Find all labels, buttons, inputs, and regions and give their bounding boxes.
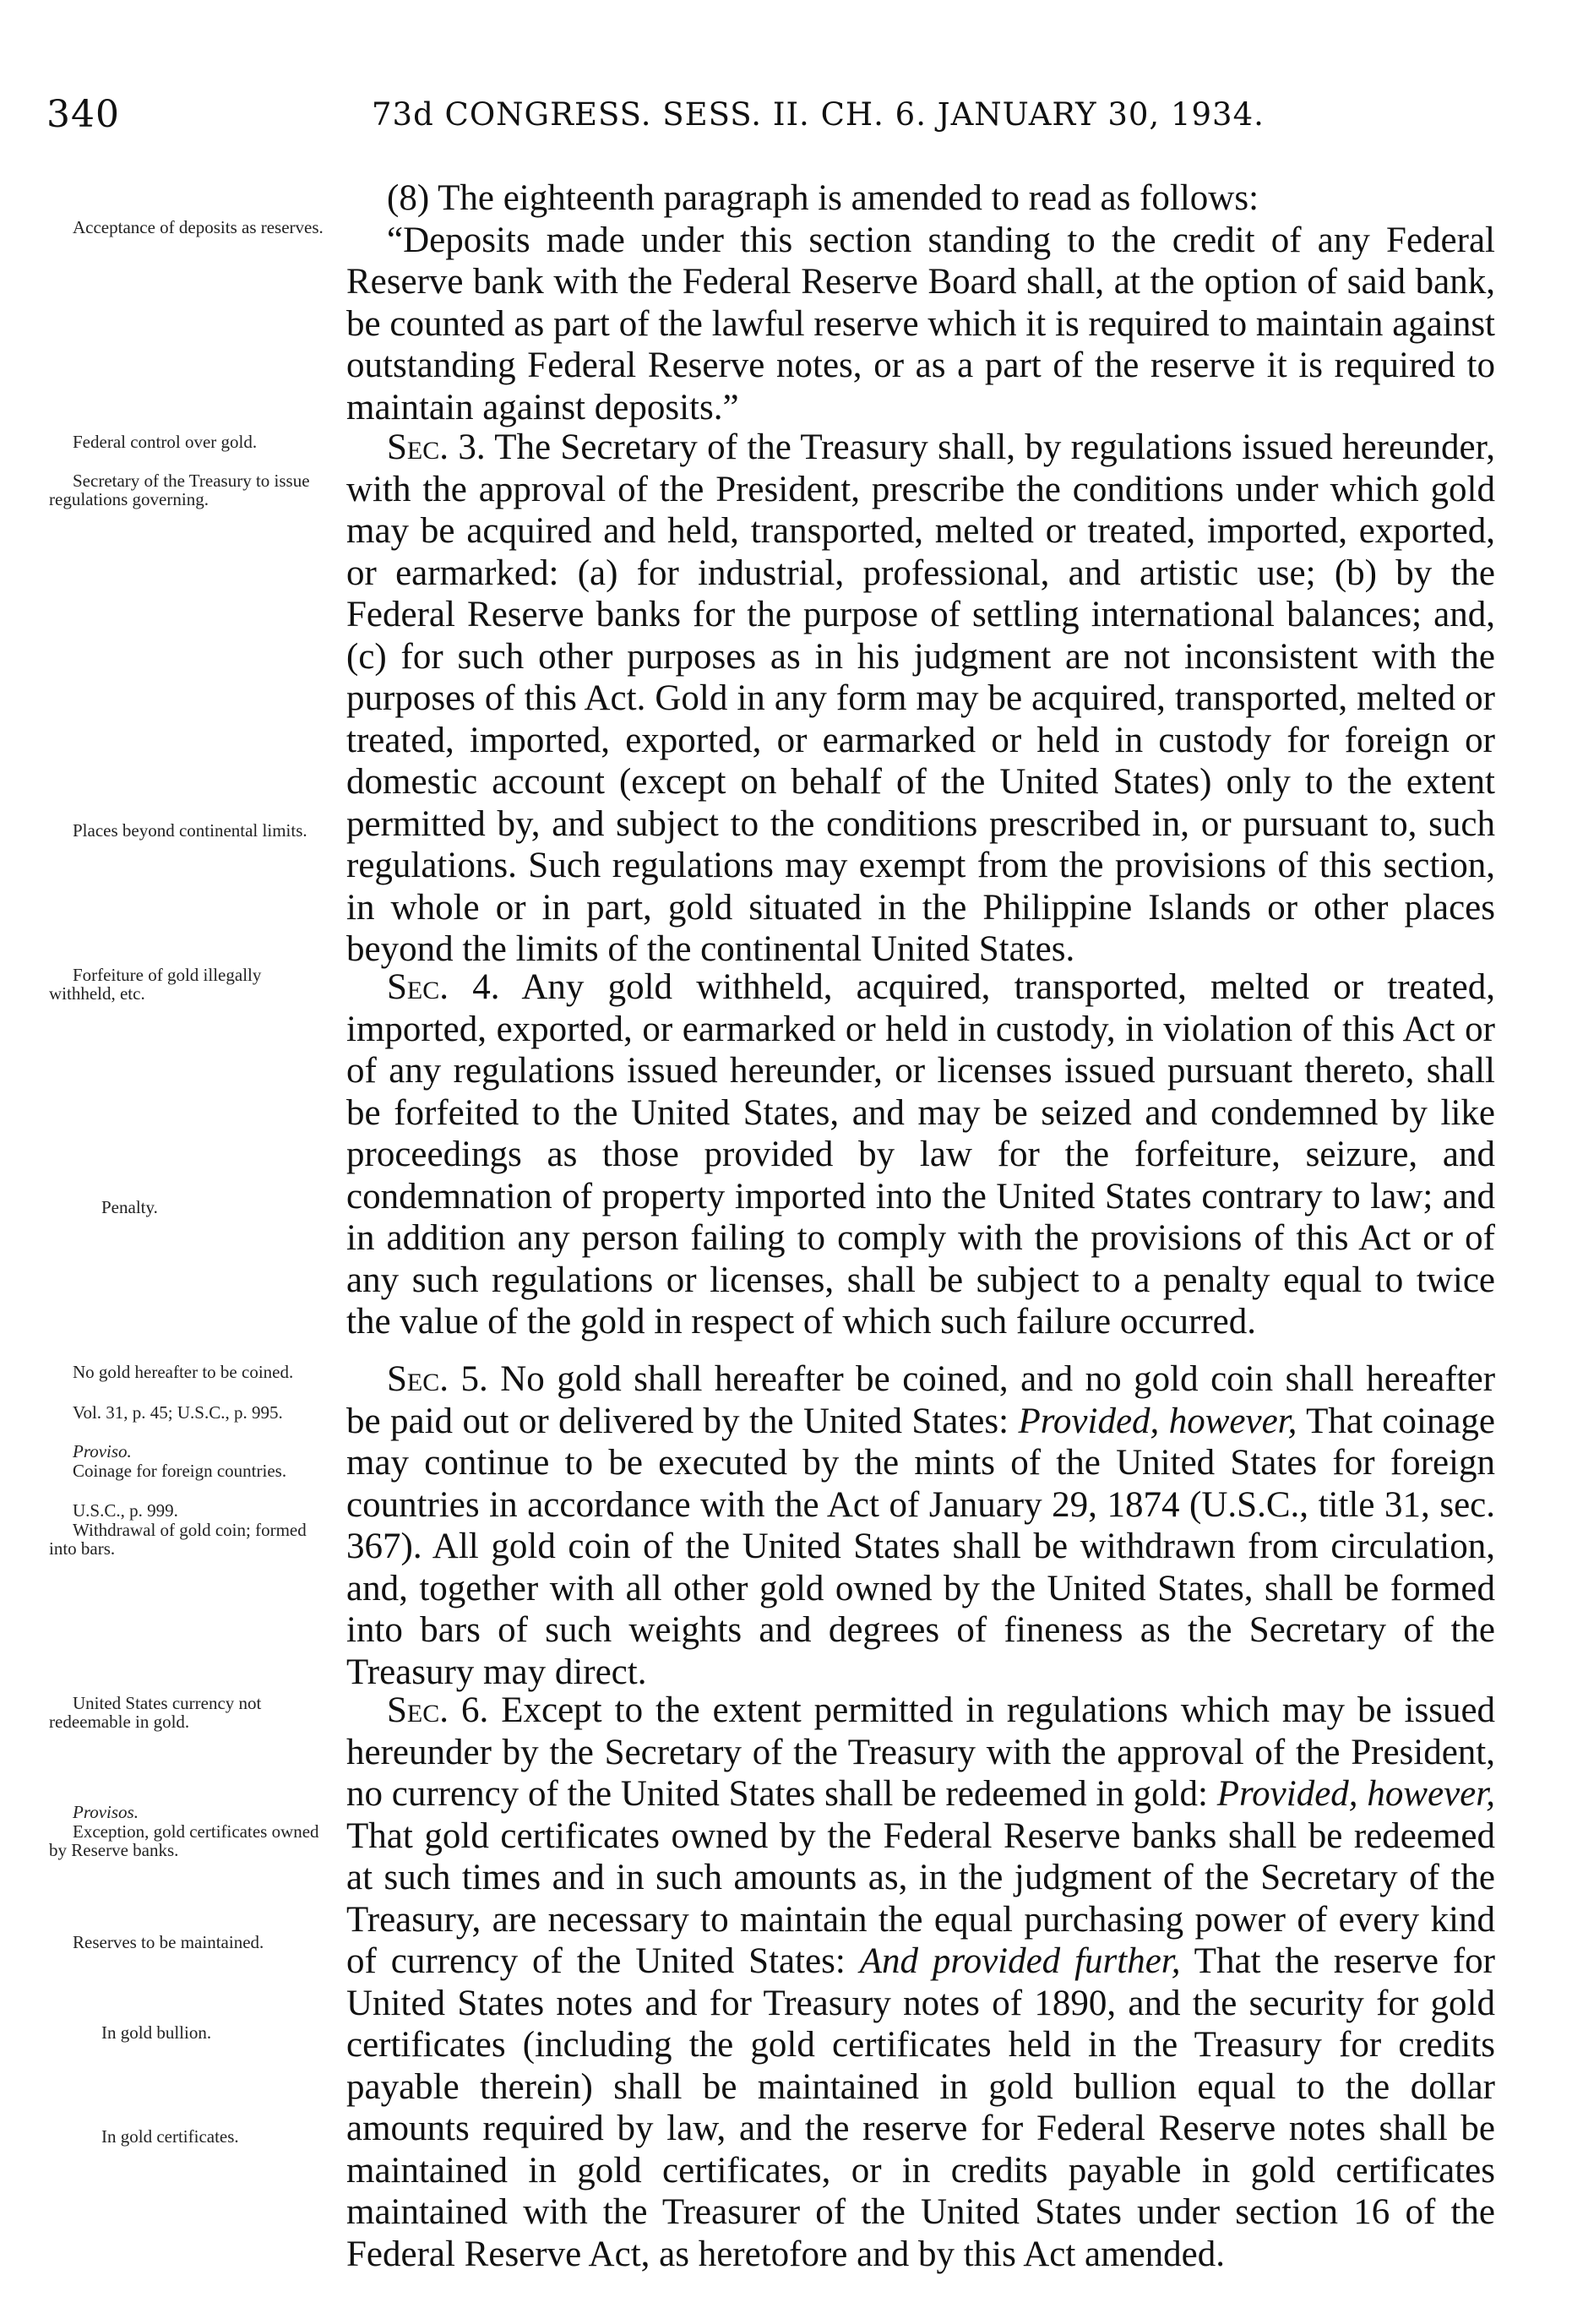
section-5-paragraph bbox=[346, 1358, 1495, 1693]
margin-note-gold-bullion: In gold bullion. bbox=[101, 2022, 212, 2043]
margin-note-penalty: Penalty. bbox=[101, 1197, 158, 1217]
margin-note-reserves: Reserves to be maintained. bbox=[73, 1932, 264, 1952]
margin-note-no-gold-coined: No gold hereafter to be coined. bbox=[73, 1362, 294, 1382]
section-6 bbox=[346, 1690, 1495, 2275]
margin-note-provisos bbox=[49, 1803, 328, 1821]
section-5-text-2: That coinage may continue to be executed by the mints of the United States for foreign countries in accordance with the Act of January 29, 1874 (U.S.C., title 31, sec. 367). All gold coin of the United States shall be withdrawn from circulation, and, together with all other gold owned by the United States, shall be formed into bars of such weights and degrees of fineness as the Secretary of the Treasury may direct. bbox=[346, 1401, 1496, 1692]
section-4 bbox=[346, 966, 1495, 1343]
section-6-proviso-2: And provided further, bbox=[859, 1941, 1181, 1981]
para-deposits-quote: “Deposits made under this section standing to the credit of any Federal Reserve bank with the Federal Reserve Board shall, at the option of said bank, be counted as part of the lawful reserve which it is required to maintain against outstanding Federal Reserve notes, or as a part of the reserve it is required to maintain against deposits.” bbox=[346, 220, 1495, 427]
section-5 bbox=[346, 1358, 1495, 1693]
margin-note-places-beyond: Places beyond continental limits. bbox=[73, 820, 307, 841]
section-4-paragraph bbox=[346, 966, 1495, 1343]
section-6-text-2: That gold certificates owned by the Federal Reserve banks shall be redeemed at such times and in such amounts as, in the judgment of the Secretary of the Treasury, are necessary to maintain the equal purchasing power of every kind of currency of the United States: bbox=[346, 1815, 1495, 1981]
section-6-label: Sec. 6. bbox=[387, 1690, 489, 1730]
margin-note-currency-not-redeemable: United States currency not redeemable in gold. bbox=[49, 1693, 262, 1732]
running-head: 73d CONGRESS. SESS. II. CH. 6. JANUARY 30, 1934. bbox=[372, 96, 1265, 133]
section-5-proviso: Provided, however, bbox=[1018, 1401, 1297, 1441]
margin-note-proviso-text: Proviso. bbox=[73, 1441, 132, 1461]
section-6-text-1: Except to the extent permitted in regulations which may be issued hereunder by the Secretary of the Treasury with the approval of the President, no currency of the United States shall be redeemed in gold: bbox=[346, 1690, 1496, 1814]
margin-note-usc-999: U.S.C., p. 999. bbox=[73, 1500, 178, 1521]
page-number: 340 bbox=[46, 93, 120, 136]
margin-note-forfeiture: Forfeiture of gold illegally withheld, etc. bbox=[49, 965, 262, 1004]
margin-note-provisos-text: Provisos. bbox=[73, 1802, 139, 1822]
section-3-paragraph bbox=[346, 427, 1495, 971]
page-header bbox=[0, 93, 1572, 144]
margin-note-withdrawal: Withdrawal of gold coin; formed into bars. bbox=[49, 1520, 307, 1559]
section-6-paragraph bbox=[346, 1690, 1495, 2275]
margin-note-federal-control: Federal control over gold. bbox=[73, 432, 258, 452]
margin-note-gold-certificates: In gold certificates. bbox=[101, 2126, 239, 2147]
margin-note-secretary-regulations: Secretary of the Treasury to issue regulations governing. bbox=[49, 471, 310, 509]
margin-note-proviso bbox=[49, 1442, 328, 1461]
section-6-text-3: That the reserve for United States notes and for Treasury notes of 1890, and the security for gold certificates (including the gold certificates held in the Treasury for credits payable therein) shall be maintained in gold bullion equal to the dollar amounts required by law, and the reserve for Federal Reserve notes shall be maintained in gold certificates, or in credits payable in gold certificates maintained with the Treasurer of the United States under section 16 of the Federal Reserve Act, as heretofore and by this Act amended. bbox=[346, 1941, 1496, 2274]
margin-note-exception: Exception, gold certificates owned by Reserve banks. bbox=[49, 1821, 319, 1860]
paragraph-8-amendment bbox=[346, 177, 1495, 428]
section-3-label: Sec. 3. bbox=[387, 427, 486, 467]
section-3-text: The Secretary of the Treasury shall, by regulations issued hereunder, with the approval of the President, prescribe the conditions under which gold may be acquired and held, transported, melted or treated, imported, exported, or earmarked: (a) for industrial, professional, and artistic use; (b) by the Federal Reserve banks for the purpose of settling international balances; and, (c) for such other purposes as in his judgment are not inconsistent with the purposes of this Act. Gold in any form may be acquired, transported, melted or treated, imported, exported, or earmarked or held in custody for foreign or domestic account (except on behalf of the United States) only to the extent permitted by, and subject to the conditions prescribed in, or pursuant to, such regulations. Such regulations may exempt from the provisions of this section, in whole or in part, gold situated in the Philippine Islands or other places beyond the limits of the continental United States. bbox=[346, 427, 1495, 969]
section-5-label: Sec. 5. bbox=[387, 1359, 488, 1399]
margin-note-acceptance: Acceptance of deposits as reserves. bbox=[73, 217, 324, 237]
section-5-text-1: No gold shall hereafter be coined, and no gold coin shall hereafter be paid out or delivered by the United States: bbox=[346, 1359, 1496, 1441]
section-4-label: Sec. 4. bbox=[387, 967, 500, 1007]
margin-note-vol-31: Vol. 31, p. 45; U.S.C., p. 995. bbox=[73, 1402, 283, 1423]
section-4-text: Any gold withheld, acquired, transported, melted or treated, imported, exported, or earmarked or held in custody, in violation of this Act or of any regulations issued hereunder, or licenses issued pursuant thereto, shall be forfeited to the United States, and may be seized and condemned by like proceedings as those provided by law for the forfeiture, seizure, and condemnation of property imported into the United States contrary to law; and in addition any person failing to comply with the provisions of this Act or of any such regulations or licenses, shall be subject to a penalty equal to twice the value of the gold in respect of which such failure occurred. bbox=[346, 967, 1495, 1342]
section-3 bbox=[346, 427, 1495, 971]
margin-note-coinage-foreign: Coinage for foreign countries. bbox=[73, 1461, 287, 1481]
para-intro: (8) The eighteenth paragraph is amended to read as follows: bbox=[387, 178, 1259, 218]
section-6-proviso-1: Provided, however, bbox=[1216, 1774, 1495, 1814]
